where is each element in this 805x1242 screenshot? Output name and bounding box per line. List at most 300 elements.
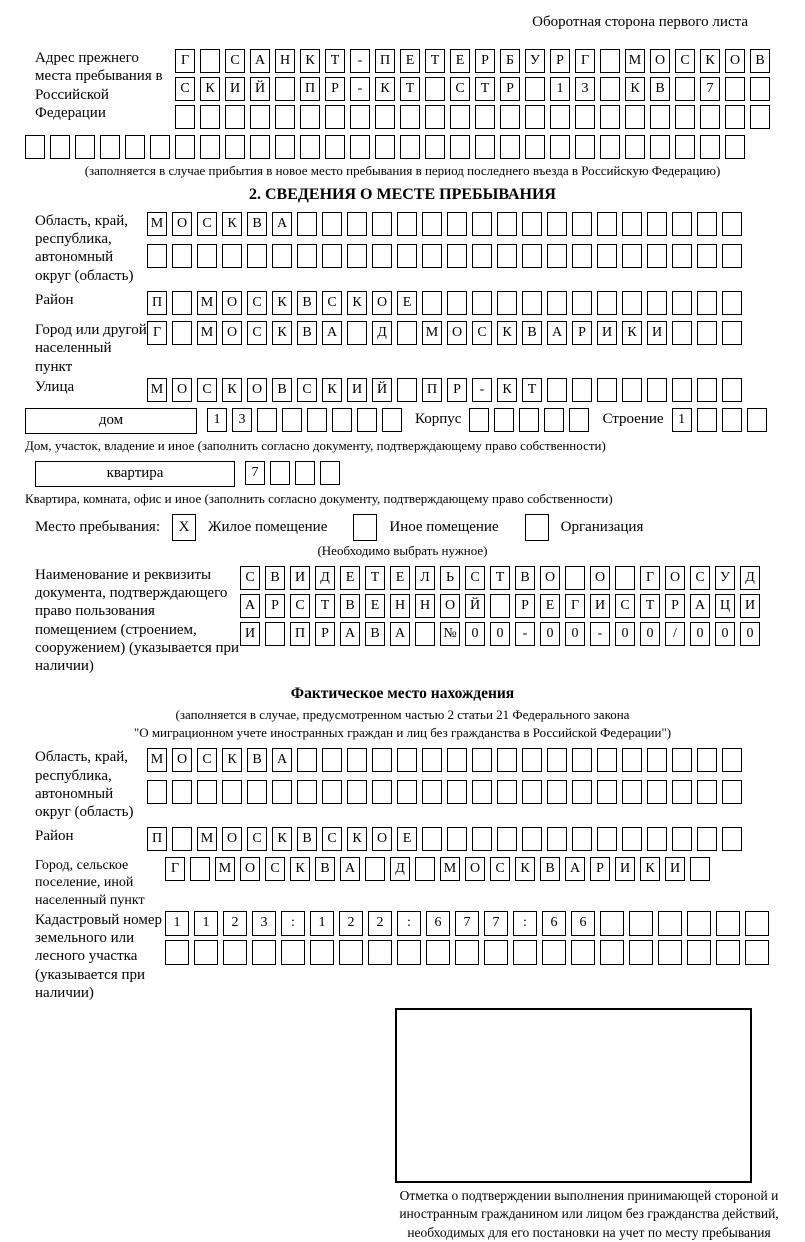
char-cell: [622, 827, 642, 851]
char-cell: [597, 291, 617, 315]
char-cell: В: [650, 77, 670, 101]
char-cell: Р: [515, 594, 535, 618]
char-cell: В: [365, 622, 385, 646]
district-block: [25, 291, 780, 319]
char-cell: К: [497, 378, 517, 402]
char-cell: [484, 940, 508, 965]
char-cell: [472, 780, 492, 804]
char-cell: С: [322, 291, 342, 315]
char-cell: [447, 244, 467, 268]
house-block: [25, 408, 780, 436]
char-cell: С: [675, 49, 695, 73]
char-cell: [525, 77, 545, 101]
char-cell: [400, 105, 420, 129]
actual-region-block: [25, 748, 780, 821]
char-cell: [200, 135, 220, 159]
char-cell: Р: [590, 857, 610, 881]
char-cell: [647, 244, 667, 268]
char-cell: П: [147, 827, 167, 851]
char-cell: Й: [250, 77, 270, 101]
char-cell: [572, 827, 592, 851]
char-cell: А: [340, 857, 360, 881]
street-row: [147, 378, 747, 402]
char-cell: [672, 748, 692, 772]
char-cell: [322, 244, 342, 268]
char-cell: В: [540, 857, 560, 881]
char-cell: [347, 321, 367, 345]
house-number-row: [207, 408, 407, 432]
char-cell: [75, 135, 95, 159]
checkbox-other-premises: [353, 514, 377, 541]
char-cell: [575, 105, 595, 129]
char-cell: 1: [194, 911, 218, 936]
char-cell: [350, 135, 370, 159]
char-cell: Г: [575, 49, 595, 73]
char-cell: К: [497, 321, 517, 345]
char-cell: :: [397, 911, 421, 936]
region-row-1: [147, 212, 747, 236]
prev-address-extra-row: [25, 135, 780, 159]
char-cell: [697, 321, 717, 345]
char-cell: [325, 135, 345, 159]
char-cell: В: [522, 321, 542, 345]
char-cell: [175, 105, 195, 129]
char-cell: [547, 291, 567, 315]
char-cell: Е: [397, 291, 417, 315]
char-cell: И: [290, 566, 310, 590]
char-cell: Т: [325, 49, 345, 73]
char-cell: А: [547, 321, 567, 345]
char-cell: [472, 291, 492, 315]
char-cell: [200, 105, 220, 129]
char-cell: [547, 244, 567, 268]
char-cell: С: [175, 77, 195, 101]
char-cell: [372, 244, 392, 268]
char-cell: А: [390, 622, 410, 646]
char-cell: [522, 748, 542, 772]
char-cell: К: [272, 827, 292, 851]
char-cell: Г: [565, 594, 585, 618]
char-cell: [697, 780, 717, 804]
char-cell: [382, 408, 402, 432]
char-cell: [490, 594, 510, 618]
prev-address-row-3: [175, 105, 775, 129]
char-cell: [172, 244, 192, 268]
prev-address-row-1: [175, 49, 775, 73]
char-cell: В: [297, 827, 317, 851]
char-cell: [690, 857, 710, 881]
char-cell: С: [465, 566, 485, 590]
char-cell: [622, 212, 642, 236]
char-cell: О: [465, 857, 485, 881]
char-cell: 6: [542, 911, 566, 936]
char-cell: Т: [315, 594, 335, 618]
char-cell: О: [725, 49, 745, 73]
char-cell: -: [350, 77, 370, 101]
char-cell: О: [372, 827, 392, 851]
char-cell: [282, 408, 302, 432]
char-cell: О: [440, 594, 460, 618]
char-cell: [422, 212, 442, 236]
char-cell: [722, 378, 742, 402]
char-cell: [347, 748, 367, 772]
actual-city-block: [25, 857, 780, 908]
char-cell: [275, 135, 295, 159]
char-cell: [750, 105, 770, 129]
char-cell: [368, 940, 392, 965]
char-cell: С: [247, 827, 267, 851]
char-cell: [622, 291, 642, 315]
char-cell: [600, 940, 624, 965]
char-cell: Р: [572, 321, 592, 345]
char-cell: 1: [550, 77, 570, 101]
char-cell: С: [240, 566, 260, 590]
char-cell: [415, 622, 435, 646]
char-cell: [722, 780, 742, 804]
char-cell: [190, 857, 210, 881]
actual-region-row-1: [147, 748, 747, 772]
char-cell: Т: [640, 594, 660, 618]
char-cell: Т: [475, 77, 495, 101]
char-cell: К: [322, 378, 342, 402]
char-cell: [450, 135, 470, 159]
char-cell: [750, 77, 770, 101]
char-cell: В: [297, 291, 317, 315]
document-label: Наименование и реквизиты документа, подтверждающего право пользования помещением (строением, сооружением) (указывается при наличии): [35, 566, 240, 675]
char-cell: [497, 244, 517, 268]
char-cell: О: [447, 321, 467, 345]
char-cell: [647, 748, 667, 772]
char-cell: [500, 105, 520, 129]
char-cell: О: [222, 291, 242, 315]
char-cell: [494, 408, 514, 432]
apartment-row: [245, 461, 345, 485]
char-cell: Р: [475, 49, 495, 73]
char-cell: В: [297, 321, 317, 345]
char-cell: [672, 291, 692, 315]
char-cell: 7: [484, 911, 508, 936]
char-cell: [172, 321, 192, 345]
option-organization-label: Организация: [560, 518, 644, 535]
char-cell: 0: [490, 622, 510, 646]
char-cell: [522, 212, 542, 236]
char-cell: [597, 244, 617, 268]
char-cell: П: [147, 291, 167, 315]
char-cell: [422, 748, 442, 772]
char-cell: 3: [232, 408, 252, 432]
stroenie-label: Строение: [602, 410, 664, 427]
stay-type-block: [25, 514, 780, 541]
actual-region-grid: [147, 748, 747, 808]
char-cell: [475, 105, 495, 129]
char-cell: [622, 780, 642, 804]
actual-location-note-2: "О миграционном учете иностранных граждан и лиц без гражданства в Российской Федерации"): [133, 725, 672, 741]
apartment-block: [25, 461, 780, 489]
char-cell: [172, 780, 192, 804]
prev-address-block: [25, 49, 780, 133]
char-cell: [697, 244, 717, 268]
char-cell: [300, 105, 320, 129]
char-cell: Р: [665, 594, 685, 618]
char-cell: [650, 135, 670, 159]
char-cell: И: [225, 77, 245, 101]
char-cell: [300, 135, 320, 159]
char-cell: [222, 244, 242, 268]
char-cell: [745, 940, 769, 965]
char-cell: [569, 408, 589, 432]
char-cell: О: [172, 212, 192, 236]
char-cell: К: [640, 857, 660, 881]
char-cell: М: [422, 321, 442, 345]
char-cell: [125, 135, 145, 159]
char-cell: А: [272, 212, 292, 236]
char-cell: [722, 748, 742, 772]
char-cell: [725, 77, 745, 101]
char-cell: [722, 244, 742, 268]
char-cell: И: [240, 622, 260, 646]
apartment-note: Квартира, комната, офис и иное (заполнить согласно документу, подтверждающему право собственности): [25, 490, 613, 506]
char-cell: [571, 940, 595, 965]
char-cell: [572, 780, 592, 804]
char-cell: [250, 135, 270, 159]
char-cell: С: [247, 291, 267, 315]
prev-address-note: (заполняется в случае прибытия в новое место пребывания в период последнего въезда в Российскую Федерацию): [84, 163, 721, 178]
char-cell: У: [715, 566, 735, 590]
char-cell: М: [625, 49, 645, 73]
char-cell: [347, 212, 367, 236]
char-cell: [310, 940, 334, 965]
char-cell: [722, 408, 742, 432]
char-cell: Ц: [715, 594, 735, 618]
char-cell: [565, 566, 585, 590]
char-cell: [525, 105, 545, 129]
char-cell: [247, 780, 267, 804]
char-cell: И: [647, 321, 667, 345]
char-cell: С: [197, 748, 217, 772]
char-cell: П: [375, 49, 395, 73]
district-label: Район: [35, 292, 74, 309]
char-cell: [722, 321, 742, 345]
char-cell: [697, 827, 717, 851]
char-cell: А: [690, 594, 710, 618]
char-cell: [275, 105, 295, 129]
prev-address-grid: [175, 49, 775, 133]
char-cell: Н: [275, 49, 295, 73]
section2-title: 2. СВЕДЕНИЯ О МЕСТЕ ПРЕБЫВАНИЯ: [249, 185, 556, 203]
char-cell: С: [297, 378, 317, 402]
document-row-2: [240, 594, 765, 618]
char-cell: -: [472, 378, 492, 402]
char-cell: 1: [672, 408, 692, 432]
char-cell: 0: [615, 622, 635, 646]
char-cell: [725, 105, 745, 129]
char-cell: М: [197, 291, 217, 315]
char-cell: [547, 212, 567, 236]
char-cell: М: [147, 378, 167, 402]
char-cell: [575, 135, 595, 159]
char-cell: С: [265, 857, 285, 881]
char-cell: С: [290, 594, 310, 618]
char-cell: [297, 244, 317, 268]
char-cell: [194, 940, 218, 965]
char-cell: Н: [415, 594, 435, 618]
char-cell: Т: [425, 49, 445, 73]
char-cell: [250, 105, 270, 129]
actual-district-label: Район: [35, 828, 74, 845]
region-label: Область, край, республика, автономный округ (область): [35, 212, 134, 284]
prev-address-label: Адрес прежнего места пребывания в Российской Федерации: [35, 50, 163, 121]
char-cell: [572, 748, 592, 772]
checkbox-residential: X: [172, 514, 196, 541]
char-cell: [647, 291, 667, 315]
char-cell: [625, 135, 645, 159]
char-cell: [622, 378, 642, 402]
cadastral-row-2: [165, 940, 774, 965]
house-note: Дом, участок, владение и иное (заполнить согласно документу, подтверждающему право собственности): [25, 437, 606, 453]
char-cell: [339, 940, 363, 965]
char-cell: О: [172, 748, 192, 772]
char-cell: [475, 135, 495, 159]
char-cell: [425, 77, 445, 101]
actual-region-label: Область, край, республика, автономный округ (область): [35, 749, 134, 821]
char-cell: [322, 748, 342, 772]
char-cell: [747, 408, 767, 432]
char-cell: Е: [365, 594, 385, 618]
char-cell: [297, 748, 317, 772]
char-cell: [615, 566, 635, 590]
char-cell: И: [615, 857, 635, 881]
korpus-label: Корпус: [415, 410, 462, 427]
actual-city-row: [165, 857, 715, 881]
char-cell: [697, 408, 717, 432]
char-cell: М: [147, 748, 167, 772]
char-cell: [172, 827, 192, 851]
document-grid: [240, 566, 765, 650]
char-cell: К: [300, 49, 320, 73]
cadastral-grid: [165, 911, 774, 969]
region-block: [25, 212, 780, 285]
char-cell: [225, 105, 245, 129]
cadastral-block: [25, 911, 780, 1002]
char-cell: К: [625, 77, 645, 101]
char-cell: С: [472, 321, 492, 345]
char-cell: 0: [640, 622, 660, 646]
char-cell: :: [281, 911, 305, 936]
char-cell: Й: [372, 378, 392, 402]
char-cell: 0: [565, 622, 585, 646]
char-cell: С: [247, 321, 267, 345]
char-cell: [672, 827, 692, 851]
cadastral-label: Кадастровый номер земельного или лесного участка (указывается при наличии): [35, 911, 162, 1001]
char-cell: [325, 105, 345, 129]
char-cell: [697, 748, 717, 772]
char-cell: Н: [390, 594, 410, 618]
char-cell: [722, 291, 742, 315]
char-cell: [716, 940, 740, 965]
char-cell: [422, 244, 442, 268]
char-cell: [572, 291, 592, 315]
char-cell: [722, 212, 742, 236]
char-cell: Е: [397, 827, 417, 851]
option-residential-label: Жилое помещение: [208, 518, 328, 535]
char-cell: [522, 291, 542, 315]
char-cell: [658, 940, 682, 965]
page-side-note: Оборотная сторона первого листа: [532, 14, 748, 30]
char-cell: [600, 77, 620, 101]
char-cell: [322, 780, 342, 804]
char-cell: [600, 911, 624, 936]
char-cell: В: [750, 49, 770, 73]
char-cell: [672, 244, 692, 268]
city-block: [25, 321, 780, 376]
char-cell: Т: [400, 77, 420, 101]
char-cell: Р: [447, 378, 467, 402]
char-cell: [625, 105, 645, 129]
region-grid: [147, 212, 747, 272]
document-row-3: [240, 622, 765, 646]
char-cell: [172, 291, 192, 315]
char-cell: [222, 780, 242, 804]
char-cell: К: [515, 857, 535, 881]
char-cell: О: [222, 827, 242, 851]
char-cell: 1: [165, 911, 189, 936]
char-cell: [700, 105, 720, 129]
char-cell: [100, 135, 120, 159]
district-row: [147, 291, 747, 315]
char-cell: [647, 212, 667, 236]
city-label: Город или другой населенный пункт: [35, 322, 147, 375]
char-cell: [225, 135, 245, 159]
char-cell: И: [740, 594, 760, 618]
char-cell: [455, 940, 479, 965]
char-cell: [397, 321, 417, 345]
char-cell: [147, 244, 167, 268]
char-cell: [281, 940, 305, 965]
char-cell: Е: [340, 566, 360, 590]
char-cell: [400, 135, 420, 159]
actual-city-label: Город, сельское поселение, иной населенный пункт: [35, 858, 145, 908]
char-cell: Т: [365, 566, 385, 590]
char-cell: Р: [500, 77, 520, 101]
char-cell: 0: [540, 622, 560, 646]
char-cell: [447, 212, 467, 236]
char-cell: [550, 105, 570, 129]
char-cell: [544, 408, 564, 432]
char-cell: К: [700, 49, 720, 73]
char-cell: 0: [465, 622, 485, 646]
char-cell: Е: [400, 49, 420, 73]
char-cell: [447, 291, 467, 315]
char-cell: 7: [700, 77, 720, 101]
char-cell: П: [422, 378, 442, 402]
stay-type-label: Место пребывания:: [35, 518, 160, 535]
char-cell: 7: [455, 911, 479, 936]
char-cell: [547, 748, 567, 772]
char-cell: [375, 105, 395, 129]
char-cell: [547, 780, 567, 804]
char-cell: [357, 408, 377, 432]
char-cell: [672, 321, 692, 345]
document-block: [25, 566, 780, 676]
char-cell: [265, 622, 285, 646]
char-cell: [597, 748, 617, 772]
char-cell: [647, 827, 667, 851]
char-cell: И: [665, 857, 685, 881]
char-cell: Е: [390, 566, 410, 590]
char-cell: [572, 378, 592, 402]
char-cell: [542, 940, 566, 965]
char-cell: Б: [500, 49, 520, 73]
